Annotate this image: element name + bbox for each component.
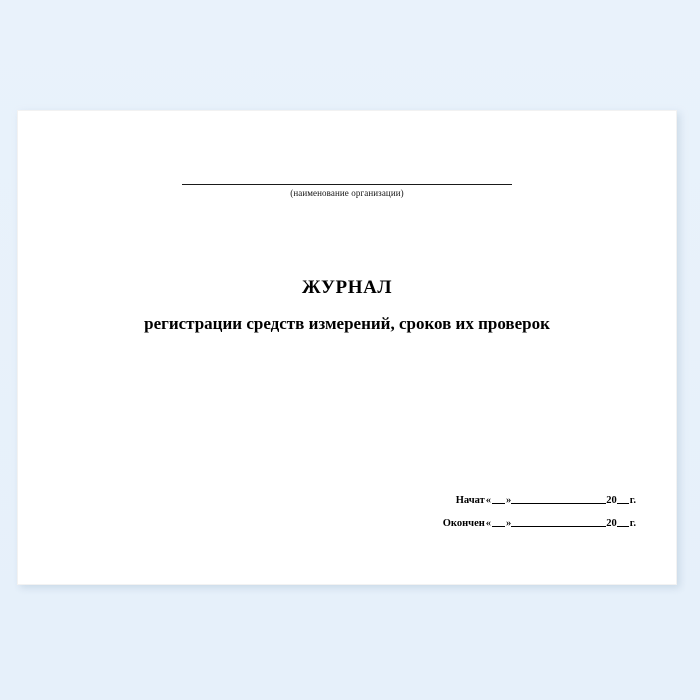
started-label: Начат (455, 495, 485, 506)
finished-day-blank[interactable] (492, 526, 505, 527)
started-year-suffix: г. (629, 495, 636, 506)
document-title-block (18, 276, 676, 335)
started-date-row (443, 495, 636, 506)
document-subtitle: регистрации средств измерений, сроков их проверок (144, 313, 550, 333)
started-day-blank[interactable] (492, 503, 505, 504)
document-title: ЖУРНАЛ (301, 277, 393, 298)
started-quote-close: » (506, 495, 512, 506)
started-year-blank[interactable] (617, 503, 629, 504)
finished-quote-open: « (485, 518, 492, 529)
organization-name-caption: (наименование организации) (290, 188, 404, 198)
finished-year-suffix: г. (629, 518, 636, 529)
document-page (17, 110, 677, 585)
organization-name-blank-line[interactable] (182, 183, 512, 185)
finished-quote-close: » (506, 518, 512, 529)
finished-label: Окончен (442, 518, 485, 529)
finished-year-prefix: 20 (606, 518, 617, 529)
started-year-prefix: 20 (606, 495, 617, 506)
started-month-blank[interactable] (511, 503, 606, 504)
journal-dates-block (443, 495, 636, 529)
organization-name-block (18, 183, 676, 198)
finished-year-blank[interactable] (617, 526, 629, 527)
started-quote-open: « (485, 495, 492, 506)
finished-date-row (443, 518, 636, 529)
finished-month-blank[interactable] (511, 526, 606, 527)
